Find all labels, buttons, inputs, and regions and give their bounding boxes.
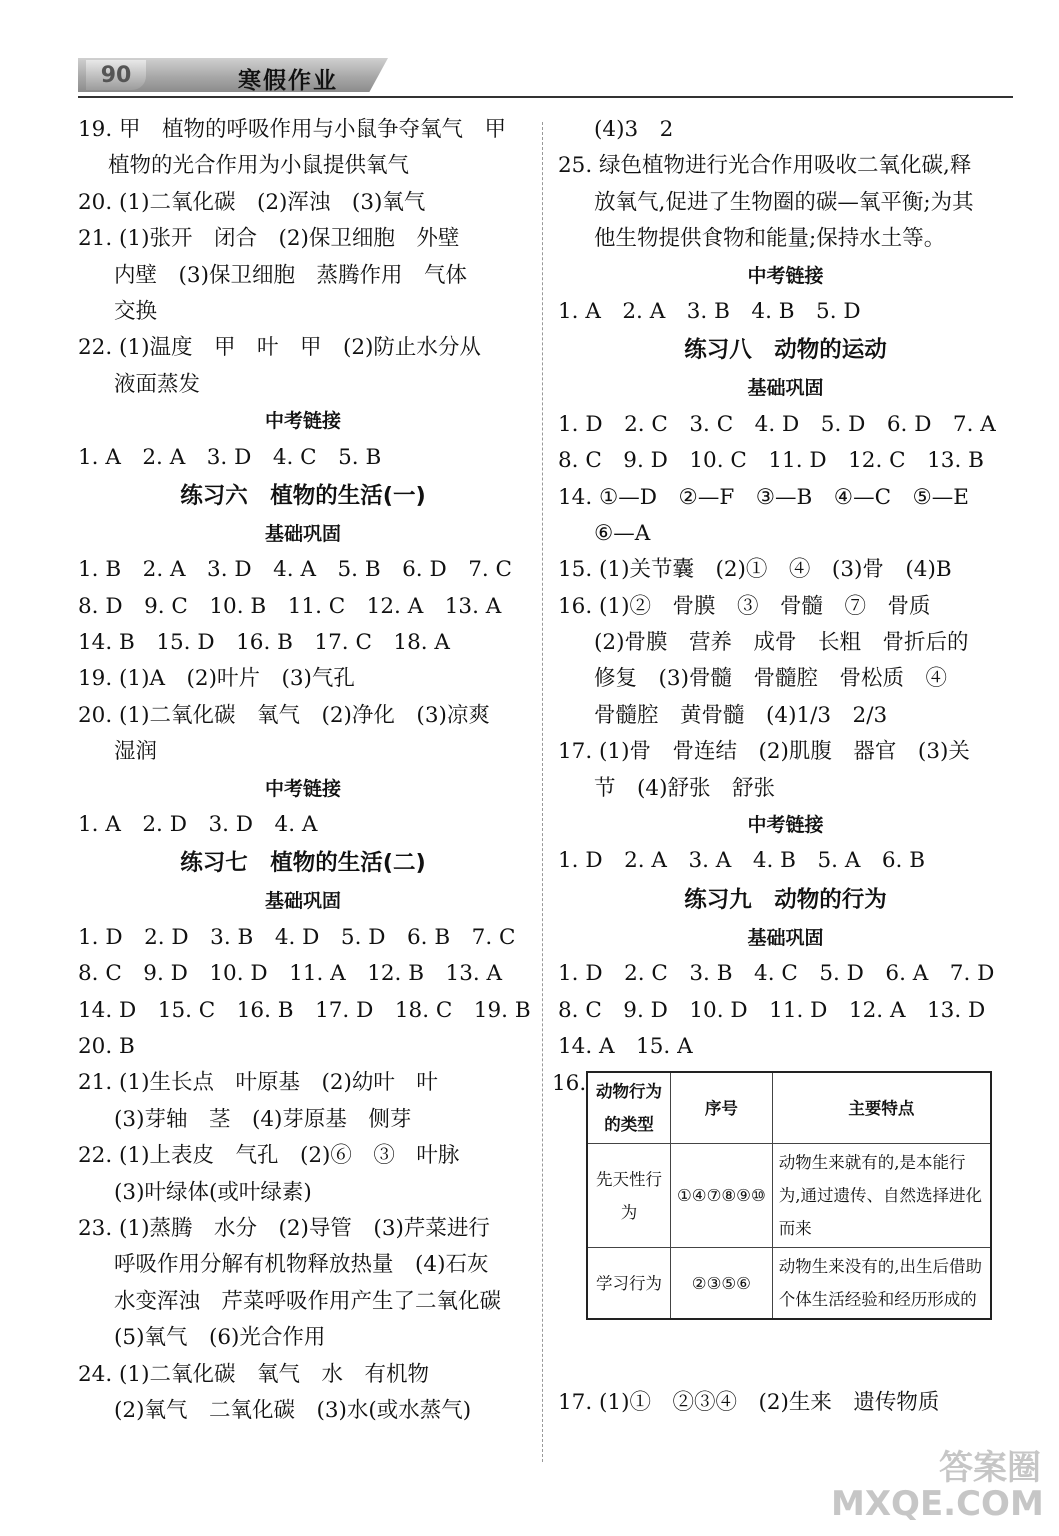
answer-line: 1. D 2. C 3. B 4. C 5. D 6. A 7. D [558,961,995,987]
section-title: 练习六 植物的生活(一) [180,482,426,509]
table-header: 主要特点 [772,1072,991,1144]
section-subtitle: 基础巩固 [747,926,824,949]
question-number: 16. [552,1071,587,1097]
answer-line: 节 (4)舒张 舒张 [594,775,775,801]
section-subtitle: 中考链接 [747,814,824,837]
answer-line: 14. ①—D ②—F ③—B ④—C ⑤—E [558,484,969,510]
answer-line: 呼吸作用分解有机物释放热量 (4)石灰 [114,1252,489,1278]
answer-line: 1. A 2. D 3. D 4. A [78,812,318,838]
answer-line: 1. D 2. A 3. A 4. B 5. A 6. B [558,848,926,874]
answer-line: (4)3 2 [594,117,674,142]
answer-line: 14. A 15. A [558,1033,693,1059]
answer-line: (2)氧气 二氧化碳 (3)水(或水蒸气) [114,1397,472,1423]
answer-line: 8. C 9. D 10. D 11. A 12. B 13. A [78,961,503,987]
answer-line: 水变浑浊 芹菜呼吸作用产生了二氧化碳 [114,1288,502,1314]
section-title: 练习九 动物的行为 [684,886,887,913]
answer-line: 放氧气,促进了生物圈的碳—氧平衡;为其 [594,189,974,215]
question-16-table-block [552,1065,1013,1385]
right-column-lines [558,112,1013,1065]
section-subtitle: 中考链接 [747,264,824,287]
answer-line: 1. A 2. A 3. B 4. B 5. D [558,298,861,324]
header-title: 寒假作业 [238,68,338,94]
watermark-logo: 答案圈 MXQE.COM [831,1448,1044,1524]
answer-line: 23. (1)蒸腾 水分 (2)导管 (3)芹菜进行 [78,1215,490,1241]
answer-line: 骨髓腔 黄骨髓 (4)1/3 2/3 [594,702,888,728]
answer-line: 21. (1)生长点 叶原基 (2)幼叶 叶 [78,1070,438,1096]
answer-line: 修复 (3)骨髓 骨髓腔 骨松质 ④ [594,666,947,692]
answer-line: 19. (1)A (2)叶片 (3)气孔 [78,666,355,692]
answer-line: 15. (1)关节囊 (2)① ④ (3)骨 (4)B [558,557,952,583]
answer-line: (2)骨膜 营养 成骨 长粗 骨折后的 [594,630,969,656]
section-subtitle: 基础巩固 [264,890,341,913]
answer-line: 8. C 9. D 10. C 11. D 12. C 13. B [558,448,984,474]
answer-line: 交换 [114,298,158,324]
answer-line: 14. B 15. D 16. B 17. C 18. A [78,630,450,656]
table-cell: ②③⑤⑥ [671,1248,773,1320]
answer-line: 25. 绿色植物进行光合作用吸收二氧化碳,释 [558,153,972,179]
table-cell: 学习行为 [587,1248,671,1320]
section-title: 练习七 植物的生活(二) [180,850,426,877]
table-header-row [587,1072,991,1144]
table-row [587,1248,991,1320]
answer-line: 植物的光合作用为小鼠提供氧气 [108,153,410,179]
section-subtitle: 中考链接 [264,410,341,433]
answer-line: 14. D 15. C 16. B 17. D 18. C 19. B [78,997,531,1023]
behavior-table [586,1071,992,1320]
answer-line: (5)氧气 (6)光合作用 [114,1325,326,1351]
answer-line: 湿润 [114,739,158,765]
answer-line: 1. D 2. C 3. C 4. D 5. D 6. D 7. A [558,411,996,437]
page-header [78,58,1013,100]
section-title: 练习八 动物的运动 [684,337,887,364]
right-column [552,112,1013,1422]
table-cell: 先天性行为 [587,1144,671,1248]
answer-line: 1. A 2. A 3. D 4. C 5. B [78,444,382,470]
section-subtitle: 基础巩固 [747,377,824,400]
section-subtitle: 基础巩固 [264,522,341,545]
answer-line: 液面蒸发 [114,371,201,397]
column-divider [542,122,543,1462]
answer-line: 1. B 2. A 3. D 4. A 5. B 6. D 7. C [78,557,513,583]
table-cell: 动物生来就有的,是本能行为,通过遗传、自然选择进化而来 [772,1144,991,1248]
answer-line: 8. C 9. D 10. D 11. D 12. A 13. D [558,997,986,1023]
answer-line: 8. D 9. C 10. B 11. C 12. A 13. A [78,593,502,619]
table-header: 动物行为的类型 [587,1072,671,1144]
table-cell: 动物生来没有的,出生后借助个体生活经验和经历形成的 [772,1248,991,1320]
answer-line: ⑥—A [594,520,651,546]
answer-line: 19. 甲 植物的呼吸作用与小鼠争夺氧气 甲 [78,117,507,142]
answer-line: 20. (1)二氧化碳 (2)浑浊 (3)氧气 [78,189,426,215]
left-column [78,112,531,1429]
answer-line: 20. B [78,1033,135,1059]
answer-line: 24. (1)二氧化碳 氧气 水 有机物 [78,1361,429,1387]
answer-line: 内壁 (3)保卫细胞 蒸腾作用 气体 [114,262,467,288]
answer-line: (3)叶绿体(或叶绿素) [114,1179,312,1205]
table-row [587,1144,991,1248]
answer-line: 21. (1)张开 闭合 (2)保卫细胞 外壁 [78,226,460,252]
table-cell: ①④⑦⑧⑨⑩ [671,1144,773,1248]
page-number: 90 [86,60,146,90]
answer-line: 他生物提供食物和能量;保持水土等。 [594,226,946,252]
answer-line: (3)芽轴 茎 (4)芽原基 侧芽 [114,1106,412,1132]
section-subtitle: 中考链接 [264,777,341,800]
answer-line: 22. (1)上表皮 气孔 (2)⑥ ③ 叶脉 [78,1143,460,1169]
answer-line: 1. D 2. D 3. B 4. D 5. D 6. B 7. C [78,924,516,950]
answer-line: 22. (1)温度 甲 叶 甲 (2)防止水分从 [78,335,481,361]
answer-line: 17. (1)骨 骨连结 (2)肌腹 器官 (3)关 [558,739,970,765]
header-rule [78,96,1013,98]
answer-line: 20. (1)二氧化碳 氧气 (2)净化 (3)凉爽 [78,702,490,728]
answer-line: 17. (1)① ②③④ (2)生来 遗传物质 [558,1390,940,1416]
table-header: 序号 [671,1072,773,1144]
answer-line: 16. (1)② 骨膜 ③ 骨髓 ⑦ 骨质 [558,593,931,619]
